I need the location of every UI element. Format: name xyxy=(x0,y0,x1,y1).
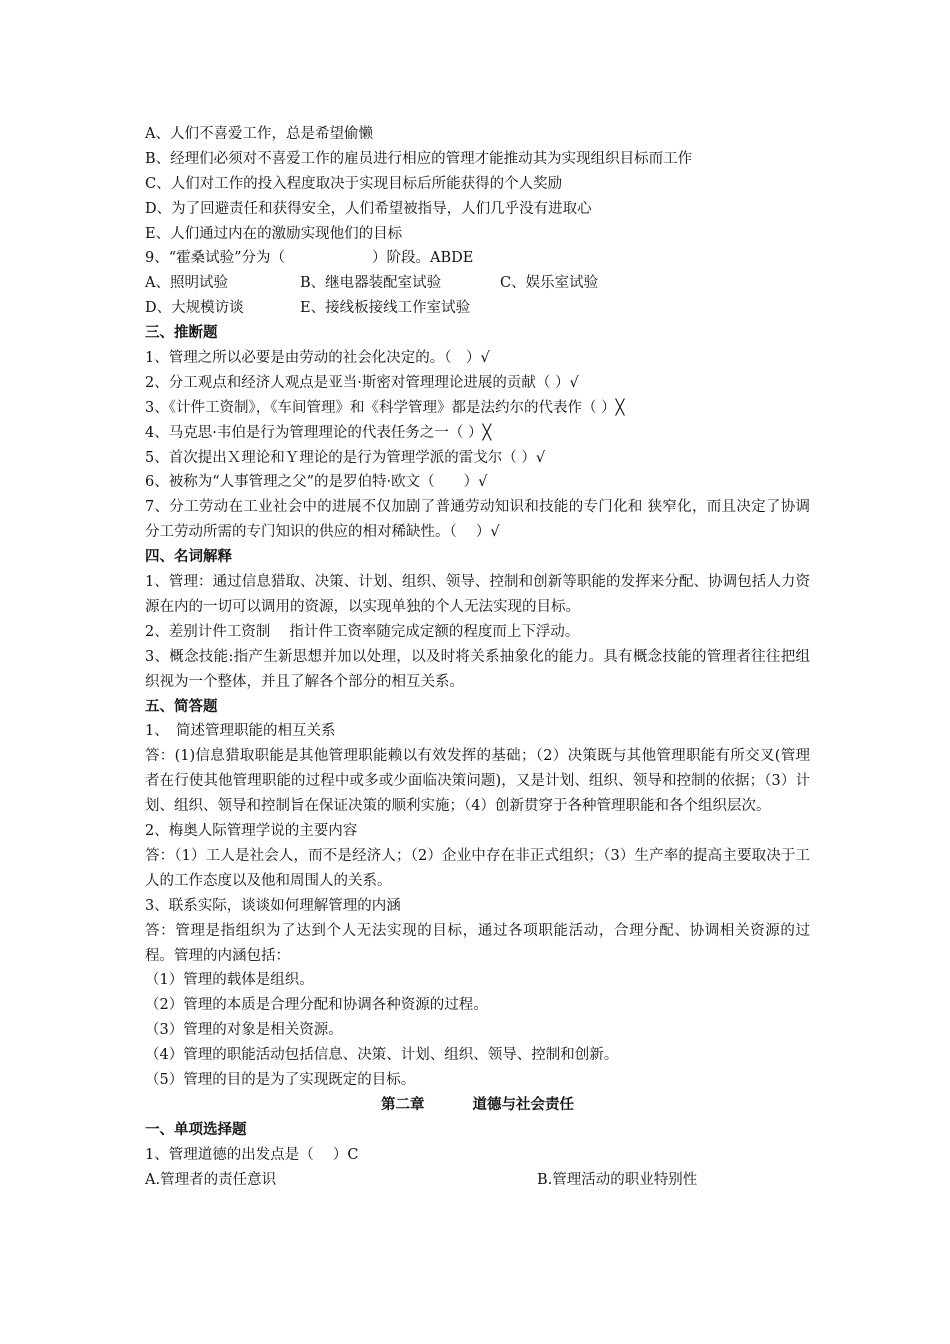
q9-option-b: B、继电器装配室试验 xyxy=(300,275,442,292)
short-question: 3、联系实际，谈谈如何理解管理的内涵 xyxy=(145,897,401,914)
q9-options-row xyxy=(145,271,810,296)
answer-point: （2）管理的本质是合理分配和协调各种资源的过程。 xyxy=(145,997,488,1014)
mc-option-b: B.管理活动的职业特别性 xyxy=(537,1171,698,1188)
judgment-item: 1、管理之所以必要是由劳动的社会化决定的。（ ）√ xyxy=(145,350,490,367)
answer-point: （3）管理的对象是相关资源。 xyxy=(145,1022,343,1039)
mc-options-row xyxy=(145,1168,810,1193)
term-definition: 1、管理：通过信息猎取、决策、计划、组织、领导、控制和创新等职能的发挥来分配、协调包括人力资源在内的一切可以调用的资源，以实现单独的个人无法实现的目标。 xyxy=(145,574,810,615)
section-heading: 三、推断题 xyxy=(145,325,218,342)
q9-option-d: D、大规模访谈 xyxy=(145,300,244,317)
short-answer: 答：(1)信息猎取职能是其他管理职能赖以有效发挥的基础；（2）决策既与其他管理职能有所交叉(管理者在行使其他管理职能的过程中或多或少面临决策问题)，又是计划、组织、领导和控制的依据；（3）计划、组织、领导和控制旨在保证决策的顺利实施；（4）创新贯穿于各种管理职能和各个组织层次。 xyxy=(145,748,810,815)
term-definition: 2、差别计件工资制 指计件工资率随完成定额的程度而上下浮动。 xyxy=(145,623,580,640)
short-answer: 答：（1）工人是社会人，而不是经济人；（2）企业中存在非正式组织；（3）生产率的提高主要取决于工人的工作态度以及他和周围人的关系。 xyxy=(145,847,810,889)
short-question: 1、 简述管理职能的相互关系 xyxy=(145,723,336,740)
short-question: 2、梅奥人际管理学说的主要内容 xyxy=(145,823,358,840)
section-heading: 一、单项选择题 xyxy=(145,1121,247,1138)
option-line: C、人们对工作的投入程度取决于实现目标后所能获得的个人奖励 xyxy=(145,175,563,192)
mc-option-a: A.管理者的责任意识 xyxy=(145,1171,277,1188)
judgment-item: 7、分工劳动在工业社会中的进展不仅加剧了普通劳动知识和技能的专门化和 狭窄化，而且决定了协调分工劳动所需的专门知识的供应的相对稀缺性。（ ）√ xyxy=(145,499,810,541)
document-page xyxy=(145,122,810,1193)
answer-point: （4）管理的职能活动包括信息、决策、计划、组织、领导、控制和创新。 xyxy=(145,1047,619,1064)
chapter-heading xyxy=(145,1093,810,1118)
section-heading: 四、名词解释 xyxy=(145,549,232,566)
option-line: E、人们通过内在的激励实现他们的目标 xyxy=(145,225,403,242)
option-line: B、经理们必须对不喜爱工作的雇员进行相应的管理才能推动其为实现组织目标而工作 xyxy=(145,150,693,167)
mc-question: 1、管理道德的出发点是（ ）C xyxy=(145,1146,359,1163)
option-line: A、人们不喜爱工作，总是希望偷懒 xyxy=(145,126,373,142)
question-9: 9、“霍桑试验”分为（ ）阶段。ABDE xyxy=(145,250,474,267)
judgment-item: 6、被称为“人事管理之父”的是罗伯特·欧文（ ）√ xyxy=(145,474,488,491)
judgment-item: 2、分工观点和经济人观点是亚当·斯密对管理理论进展的贡献（ ）√ xyxy=(145,374,579,391)
judgment-item: 3、《计件工资制》，《车间管理》和《科学管理》都是法约尔的代表作（ ）╳ xyxy=(145,399,625,416)
term-definition: 3、概念技能:指产生新思想并加以处理，以及时将关系抽象化的能力。具有概念技能的管理者往往把组织视为一个整体，并且了解各个部分的相互关系。 xyxy=(145,648,810,690)
judgment-item: 4、马克思·韦伯是行为管理理论的代表任务之一（ ）╳ xyxy=(145,424,492,441)
option-line: D、为了回避责任和获得安全，人们希望被指导，人们几乎没有进取心 xyxy=(145,200,592,217)
short-answer: 答：管理是指组织为了达到个人无法实现的目标，通过各项职能活动，合理分配、协调相关资源的过程。管理的内涵包括： xyxy=(145,922,810,964)
q9-option-e: E、接线板接线工作室试验 xyxy=(300,300,471,317)
answer-point: （1）管理的载体是组织。 xyxy=(145,972,314,989)
chapter-number: 第二章 xyxy=(381,1096,425,1113)
section-heading: 五、简答题 xyxy=(145,698,218,715)
q9-option-a: A、照明试验 xyxy=(145,275,228,292)
answer-point: （5）管理的目的是为了实现既定的目标。 xyxy=(145,1072,416,1089)
judgment-item: 5、首次提出Ｘ理论和Ｙ理论的是行为管理学派的雷戈尔（ ）√ xyxy=(145,449,546,466)
q9-options-row xyxy=(145,296,810,321)
q9-option-c: C、娱乐室试验 xyxy=(500,275,599,292)
chapter-title: 道德与社会责任 xyxy=(472,1096,574,1113)
